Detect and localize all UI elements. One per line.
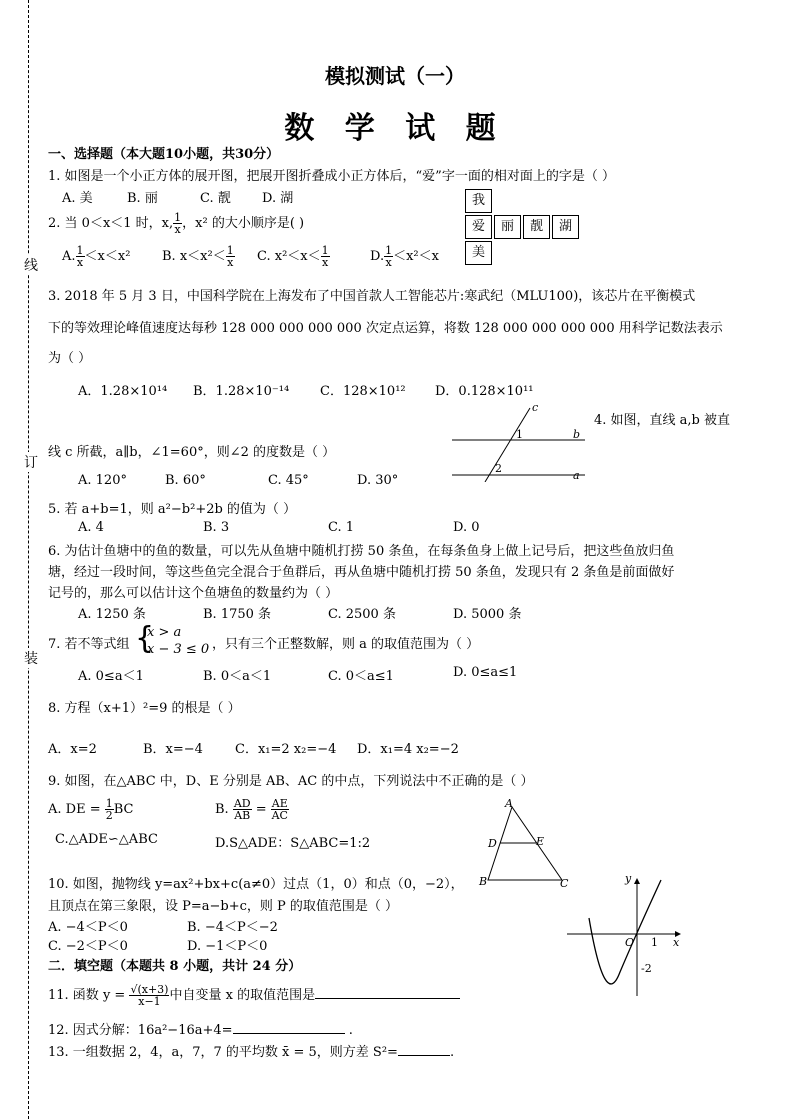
- q10-option-c: C. −2＜P＜0: [48, 939, 128, 954]
- frac-num: 1: [226, 244, 234, 257]
- q10-line2: 且顶点在第三象限，设 P=a−b+c，则 P 的取值范围是（ ）: [48, 899, 399, 914]
- frac-den: x: [174, 223, 181, 236]
- q6-option-b: B. 1750 条: [203, 607, 272, 622]
- q7-option-c: C. 0＜a≤1: [328, 669, 394, 684]
- y-axis-arrow: [634, 878, 640, 884]
- frac-den: x−1: [138, 995, 161, 1008]
- binding-char-zhuang: 装: [24, 648, 38, 668]
- net-cell: 爱: [465, 215, 492, 239]
- section-choice-heading: 一、选择题（本大题10小题，共30分）: [48, 147, 280, 162]
- q2-text-end: ，x² 的大小顺序是( ): [182, 216, 305, 231]
- q10-option-b: B. −4＜P＜−2: [187, 920, 278, 935]
- vertex-c: C: [560, 877, 569, 890]
- frac-num: 1: [105, 797, 113, 810]
- vertex-b: B: [479, 875, 488, 888]
- angle-2-label: 2: [495, 462, 502, 475]
- q1-option-d: D. 湖: [262, 191, 294, 206]
- q2-d-tail: ＜x²＜x: [393, 249, 439, 264]
- q6-line2: 塘，经过一段时间，等这些鱼完全混合于鱼群后，再从鱼塘中随机打捞 50 条鱼，发现只有 2 条鱼是前面做好: [48, 565, 675, 580]
- q7-option-a: A. 0≤a＜1: [78, 669, 144, 684]
- q2-d-fraction: [384, 245, 393, 268]
- q3-line2: 下的等效理论峰值速度达每秒 128 000 000 000 000 次定点运算，将数 128 000 000 000 000 用科学记数法表示: [48, 321, 723, 336]
- label-a: a: [573, 469, 580, 482]
- x-one-label: 1: [651, 936, 658, 949]
- q2-d-label: D.: [370, 249, 385, 264]
- y-axis-label: y: [625, 872, 632, 885]
- q8-option-a: A．x=2: [48, 742, 97, 757]
- frac-den: 2: [105, 809, 113, 822]
- frac-den: x: [227, 256, 234, 269]
- origin-label: O: [625, 936, 635, 949]
- q10-parabola-figure: [565, 872, 685, 1000]
- y-minus-two-label: -2: [641, 962, 652, 975]
- x-axis-label: x: [673, 936, 680, 949]
- q4-parallel-lines-figure: [440, 400, 600, 482]
- frac-den: x: [385, 256, 392, 269]
- q2-a-label: A.: [62, 249, 76, 264]
- q3-option-b: B．1.28×10⁻¹⁴: [193, 384, 290, 399]
- q5-option-d: D. 0: [453, 520, 480, 535]
- q3-line1: 3. 2018 年 5 月 3 日，中国科学院在上海发布了中国首款人工智能芯片:寒武纪（MLU100)，该芯片在平衡模式: [48, 289, 696, 304]
- q12-answer-blank[interactable]: [233, 1020, 345, 1034]
- binding-dashed-line: [28, 0, 29, 1119]
- net-cell: 我: [465, 189, 492, 213]
- q6-option-c: C. 2500 条: [328, 607, 396, 622]
- q2-option-d: [370, 245, 439, 268]
- line-c: [485, 408, 530, 482]
- q10-option-a: A. −4＜P＜0: [48, 920, 128, 935]
- vertex-a: A: [505, 797, 513, 810]
- q7-brace: {: [135, 621, 155, 656]
- q2-text: [48, 212, 304, 235]
- q7-option-b: B. 0＜a＜1: [203, 669, 272, 684]
- q1-option-b: B. 丽: [127, 191, 158, 206]
- q13-text: [48, 1041, 454, 1060]
- frac-num: 1: [174, 211, 182, 224]
- q11-post: 中自变量 x 的取值范围是: [169, 988, 316, 1003]
- q9-b-fraction-1: [233, 798, 252, 821]
- frac-num: AE: [271, 797, 288, 810]
- q9-a-pre: A. DE =: [48, 802, 105, 817]
- q2-option-c: [257, 245, 330, 268]
- label-c: c: [532, 401, 539, 414]
- q9-option-b: [215, 798, 289, 821]
- binding-char-ding: 订: [24, 452, 38, 472]
- binding-char-xian: 线: [24, 255, 38, 275]
- q8-option-d: D．x₁=4 x₂=−2: [357, 742, 459, 757]
- q6-line3: 记号的，那么可以估计这个鱼塘鱼的数量约为（ ）: [48, 586, 339, 601]
- q6-line1: 6. 为估计鱼塘中的鱼的数量，可以先从鱼塘中随机打捞 50 条鱼，在每条鱼身上做上记号后，把这些鱼放归鱼: [48, 544, 675, 559]
- exam-title: 数 学 试 题: [284, 111, 506, 146]
- q8-option-b: B．x=−4: [143, 742, 203, 757]
- frac-num: 1: [76, 244, 84, 257]
- q7-pre: 7. 若不等式组: [48, 637, 130, 652]
- q2-c-fraction: [321, 245, 330, 268]
- q9-option-d: D.S△ADE：S△ABC=1:2: [215, 836, 371, 851]
- q5-text: 5. 若 a+b=1，则 a²−b²+2b 的值为（ ）: [48, 502, 297, 517]
- q5-option-c: C. 1: [328, 520, 355, 535]
- frac-den: AB: [234, 809, 251, 822]
- q7-option-d: D. 0≤a≤1: [453, 665, 518, 680]
- q2-b-label: B. x＜x²＜: [162, 249, 226, 264]
- q4-option-b: B. 60°: [165, 473, 206, 488]
- q5-option-b: B. 3: [203, 520, 230, 535]
- q7-system-line1: x > a: [147, 625, 182, 640]
- q2-fraction: [173, 212, 182, 235]
- q11-answer-blank[interactable]: [315, 985, 460, 999]
- q9-option-a: [48, 798, 133, 821]
- net-cell: 靓: [523, 215, 550, 239]
- q9-b-pre: B.: [215, 802, 233, 817]
- point-d: D: [488, 837, 497, 850]
- exam-subtitle: 模拟测试（一）: [325, 64, 465, 88]
- q5-option-a: A. 4: [78, 520, 104, 535]
- q4-option-c: C. 45°: [268, 473, 309, 488]
- q6-option-d: D. 5000 条: [453, 607, 522, 622]
- q11-text: [48, 984, 460, 1007]
- q2-a-fraction: [76, 245, 85, 268]
- frac-num: √(x+3): [130, 983, 169, 996]
- q6-option-a: A. 1250 条: [78, 607, 146, 622]
- q7-post: ，只有三个正整数解，则 a 的取值范围为（ ）: [212, 637, 480, 652]
- net-cell: 湖: [552, 215, 579, 239]
- q2-b-fraction: [226, 245, 235, 268]
- q9-triangle-figure: [478, 795, 578, 890]
- q2-text-start: 2. 当 0＜x＜1 时，x,: [48, 216, 174, 231]
- q9-b-fraction-2: [271, 798, 289, 821]
- q9-option-c: C.△ADE∽△ABC: [55, 832, 158, 847]
- frac-num: AD: [233, 797, 251, 810]
- q11-pre: 11. 函数 y =: [48, 988, 130, 1003]
- q1-option-c: C. 靓: [200, 191, 231, 206]
- q2-option-a: [62, 245, 130, 268]
- q4-line2: 线 c 所截，a∥b，∠1=60°，则∠2 的度数是（ ）: [48, 445, 336, 460]
- q10-option-d: D. −1＜P＜0: [187, 939, 268, 954]
- q2-c-label: C. x²＜x＜: [257, 249, 321, 264]
- q8-text: 8. 方程（x+1）²=9 的根是（ ）: [48, 701, 241, 716]
- q9-a-post: BC: [113, 802, 134, 817]
- q1-option-a: A. 美: [62, 191, 93, 206]
- q9-b-eq: =: [251, 802, 271, 817]
- q3-option-c: C．128×10¹²: [320, 384, 406, 399]
- q11-fraction: [129, 984, 169, 1007]
- q10-line1: 10. 如图，抛物线 y=ax²+bx+c(a≠0）过点（1，0）和点（0，−2），: [48, 877, 464, 892]
- frac-den: x: [76, 256, 84, 269]
- angle-1-label: 1: [516, 428, 523, 441]
- q12-text: 12. 因式分解：16a²−16a+4= .: [48, 1019, 353, 1038]
- label-b: b: [573, 428, 581, 441]
- q3-option-d: D．0.128×10¹¹: [435, 384, 534, 399]
- q9-a-fraction: [105, 798, 114, 821]
- q9-text: 9. 如图，在△ABC 中，D、E 分别是 AB、AC 的中点，下列说法中不正确的是（ ）: [48, 774, 534, 789]
- net-cell: 丽: [494, 215, 521, 239]
- point-e: E: [536, 835, 545, 848]
- section-fill-heading: 二．填空题（本题共 8 小题，共计 24 分）: [48, 959, 302, 974]
- q3-line3: 为（ ）: [48, 351, 92, 366]
- q12-prompt: 12. 因式分解：16a²−16a+4=: [48, 1023, 233, 1038]
- net-cell: 美: [465, 241, 492, 265]
- q8-option-c: C．x₁=2 x₂=−4: [235, 742, 337, 757]
- q13-prompt: 13. 一组数据 2，4，a，7，7 的平均数 x̄ = 5，则方差 S²=: [48, 1045, 398, 1060]
- frac-num: 1: [321, 244, 329, 257]
- q2-option-b: [162, 245, 235, 268]
- frac-den: AC: [271, 809, 288, 822]
- q13-answer-blank[interactable]: [398, 1042, 450, 1056]
- frac-num: 1: [385, 244, 393, 257]
- q4-line1: 4. 如图，直线 a,b 被直: [594, 413, 731, 428]
- q13-end: .: [449, 1045, 455, 1060]
- q3-option-a: A．1.28×10¹⁴: [78, 384, 168, 399]
- q7-system-line2: x − 3 ≤ 0: [147, 642, 210, 657]
- q4-option-a: A. 120°: [78, 473, 127, 488]
- q2-a-tail: ＜x＜x²: [84, 249, 131, 264]
- frac-den: x: [322, 256, 329, 269]
- q4-option-d: D. 30°: [357, 473, 399, 488]
- q1-text: 1. 如图是一个小正方体的展开图，把展开图折叠成小正方体后，“爱”字一面的相对面上的字是（ ）: [48, 169, 615, 184]
